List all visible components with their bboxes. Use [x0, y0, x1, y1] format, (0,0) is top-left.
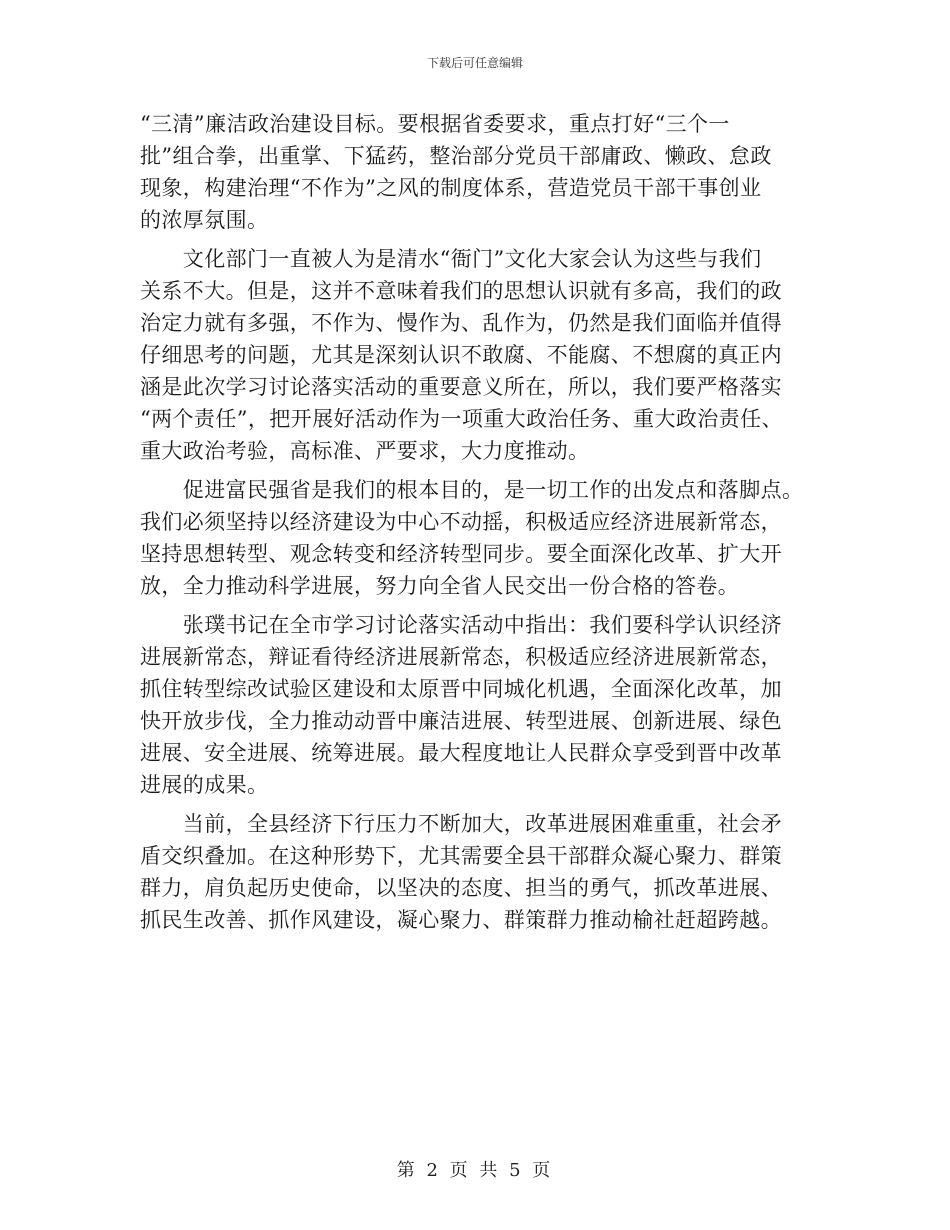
text-line: 快开放步伐，全力推动动晋中廉洁进展、转型进展、创新进展、绿色: [140, 709, 782, 733]
paragraph: [140, 243, 820, 467]
text-line: 关系不大。但是，这并不意味着我们的思想认识就有多高，我们的政: [140, 279, 782, 303]
text-line: 促进富民强省是我们的根本目的，是一切工作的出发点和落脚点。: [140, 478, 804, 502]
text-line: 放，全力推动科学进展，努力向全省人民交出一份合格的答卷。: [140, 574, 740, 598]
text-line: 进展的成果。: [140, 773, 269, 797]
text-line: “三清”廉洁政治建设目标。要根据省委要求，重点打好“三个一: [140, 112, 730, 136]
text-line: 盾交织叠加。在这种形势下，尤其需要全县干部群众凝心聚力、群策: [140, 844, 782, 868]
page-number-footer: 第 2 页 共 5 页: [396, 1160, 554, 1181]
text-line: 抓民生改善、抓作风建设，凝心聚力、群策群力推动榆社赶超跨越。: [140, 908, 782, 932]
text-line: 坚持思想转型、观念转变和经济转型同步。要全面深化改革、扩大开: [140, 542, 782, 566]
text-line: 抓住转型综改试验区建设和太原晋中同城化机遇，全面深化改革，加: [140, 677, 782, 701]
text-line: 进展、安全进展、统筹进展。最大程度地让人民群众享受到晋中改革: [140, 741, 782, 765]
paragraph: [140, 108, 820, 236]
text-line: 群力，肩负起历史使命，以坚决的态度、担当的勇气，抓改革进展、: [140, 876, 782, 900]
text-line: 文化部门一直被人为是清水“衙门”文化大家会认为这些与我们: [140, 247, 762, 271]
text-line: 当前，全县经济下行压力不断加大，改革进展困难重重，社会矛: [140, 812, 782, 836]
text-line: 仔细思考的问题，尤其是深刻认识不敢腐、不能腐、不想腐的真正内: [140, 343, 782, 367]
text-line: 张璞书记在全市学习讨论落实活动中指出：我们要科学认识经济: [140, 613, 782, 637]
text-line: 治定力就有多强，不作为、慢作为、乱作为，仍然是我们面临并值得: [140, 311, 782, 335]
paragraph: [140, 609, 820, 801]
text-line: 进展新常态，辩证看待经济进展新常态，积极适应经济进展新常态，: [140, 645, 782, 669]
paragraph: [140, 808, 820, 936]
text-line: 的浓厚氛围。: [140, 208, 269, 232]
text-line: 现象，构建治理“不作为”之风的制度体系，营造党员干部干事创业: [140, 176, 762, 200]
document-body: [140, 108, 820, 936]
paragraph: [140, 474, 820, 602]
text-line: 我们必须坚持以经济建设为中心不动摇，积极适应经济进展新常态，: [140, 510, 782, 534]
text-line: “两个责任”，把开展好活动作为一项重大政治任务、重大政治责任、: [140, 407, 783, 431]
text-line: 重大政治考验，高标准、严要求，大力度推动。: [140, 439, 590, 463]
text-line: 涵是此次学习讨论落实活动的重要意义所在，所以，我们要严格落实: [140, 375, 782, 399]
page-header: 下载后可任意编辑: [426, 56, 523, 70]
text-line: 批”组合拳，出重掌、下猛药，整治部分党员干部庸政、懒政、怠政: [140, 144, 772, 168]
